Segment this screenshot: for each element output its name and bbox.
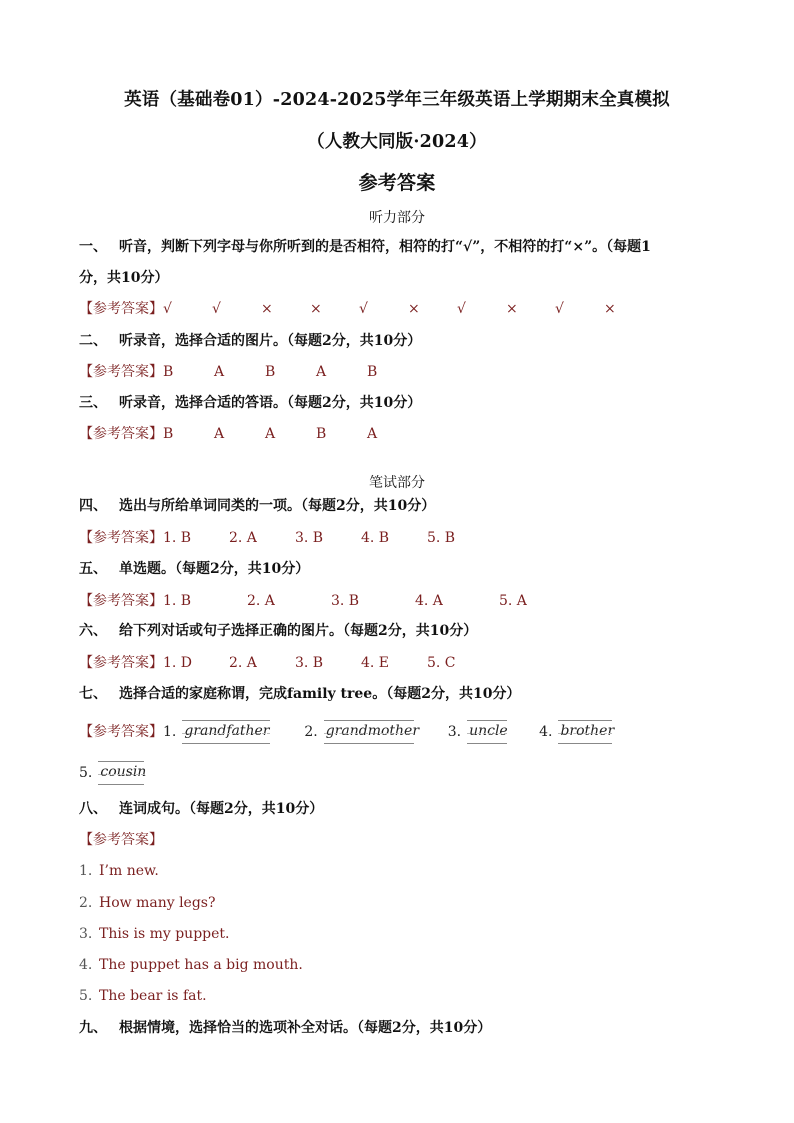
- answer-tag: 【参考答案】: [79, 724, 163, 740]
- question-text: 给下列对话或句子选择正确的图片。（每题2分，共10分）: [119, 623, 478, 639]
- handwritten-answer: grandfather: [182, 720, 270, 744]
- answer-value: A: [367, 426, 378, 442]
- sentence-text: The bear is fat.: [99, 988, 207, 1004]
- question-7-answers: [79, 720, 615, 744]
- question-3-heading: [79, 388, 729, 419]
- sentence-number: 2.: [79, 895, 93, 911]
- answer-value: 3. B: [295, 655, 324, 671]
- question-number: 九、: [79, 1020, 107, 1036]
- question-number: 七、: [79, 686, 107, 702]
- sentence-number: 5.: [79, 988, 93, 1004]
- answer-value: ×: [506, 301, 518, 317]
- sentence-number: 4.: [79, 957, 93, 973]
- answer-value: √: [555, 301, 564, 317]
- answer-value: 2. A: [229, 655, 257, 671]
- answer-value: 4. A: [415, 593, 443, 609]
- question-4-answers: [79, 528, 493, 548]
- answer-value: A: [214, 426, 225, 442]
- answer-tag: 【参考答案】: [79, 426, 163, 442]
- answer-value: B: [265, 364, 276, 380]
- answer-value: 1. B: [163, 593, 192, 609]
- question-9-heading: [79, 1013, 729, 1044]
- question-6-heading: [79, 616, 729, 647]
- answer-number: 2.: [304, 724, 318, 740]
- question-text: 根据情境，选择恰当的选项补全对话。（每题2分，共10分）: [119, 1020, 492, 1036]
- question-1-answers: [79, 299, 653, 319]
- answer-value: ×: [310, 301, 322, 317]
- answer-value: A: [316, 364, 327, 380]
- answer-value: A: [214, 364, 225, 380]
- answer-value: ×: [261, 301, 273, 317]
- answer-tag: 【参考答案】: [79, 301, 163, 317]
- answer-key-heading: 参考答案: [358, 172, 436, 194]
- handwritten-answer: cousin: [98, 761, 144, 785]
- answer-value: 1. B: [163, 530, 192, 546]
- answer-tag: 【参考答案】: [79, 364, 163, 380]
- answer-value: √: [457, 301, 466, 317]
- question-5-answers: [79, 591, 583, 611]
- question-number: 三、: [79, 395, 107, 411]
- answer-value: B: [367, 364, 378, 380]
- sentence-number: 1.: [79, 863, 93, 879]
- answer-value: A: [265, 426, 276, 442]
- sentence-answer: [79, 955, 303, 975]
- answer-value: 2. A: [247, 593, 275, 609]
- sentence-answer: [79, 893, 215, 913]
- answer-value: 4. B: [361, 530, 390, 546]
- answer-value: 4. E: [361, 655, 390, 671]
- question-8-heading: [79, 794, 729, 825]
- sentence-text: I’m new.: [99, 863, 159, 879]
- question-number: 六、: [79, 623, 107, 639]
- sentence-answer: [79, 861, 159, 881]
- sentence-text: The puppet has a big mouth.: [99, 957, 303, 973]
- handwritten-answer: brother: [558, 720, 612, 744]
- document-subtitle: （人教大同版·2024）: [307, 132, 487, 152]
- answer-value: 5. A: [499, 593, 527, 609]
- question-text: 选出与所给单词同类的一项。（每题2分，共10分）: [119, 498, 436, 514]
- question-text: 单选题。（每题2分，共10分）: [119, 561, 310, 577]
- answer-value: B: [316, 426, 327, 442]
- question-8-answer-tag-row: [79, 830, 163, 850]
- answer-tag: 【参考答案】: [79, 530, 163, 546]
- answer-value: 3. B: [295, 530, 324, 546]
- answer-value: ×: [408, 301, 420, 317]
- answer-tag: 【参考答案】: [79, 655, 163, 671]
- answer-value: 5. C: [427, 655, 456, 671]
- sentence-answer: [79, 924, 229, 944]
- handwritten-answer: grandmother: [324, 720, 414, 744]
- writing-part-heading: 笔试部分: [369, 475, 425, 491]
- sentence-number: 3.: [79, 926, 93, 942]
- answer-tag: 【参考答案】: [79, 593, 163, 609]
- answer-value: 5. B: [427, 530, 456, 546]
- answer-value: B: [163, 426, 174, 442]
- question-text: 选择合适的家庭称谓，完成family tree。（每题2分，共10分）: [119, 686, 521, 702]
- question-3-answers: [79, 424, 418, 444]
- document-title: 英语（基础卷01）-2024-2025学年三年级英语上学期期末全真模拟: [124, 90, 670, 110]
- question-2-answers: [79, 362, 418, 382]
- answer-value: √: [163, 301, 172, 317]
- answer-value: √: [359, 301, 368, 317]
- answer-value: 1. D: [163, 655, 193, 671]
- question-text: 听音，判断下列字母与你所听到的是否相符，相符的打“√”，不相符的打“×”。（每题1: [119, 239, 651, 255]
- answer-number: 5.: [79, 765, 93, 781]
- answer-value: 2. A: [229, 530, 257, 546]
- question-7-answers-cont: [79, 761, 147, 785]
- sentence-text: This is my puppet.: [99, 926, 230, 942]
- answer-number: 3.: [447, 724, 462, 740]
- sentence-text: How many legs?: [99, 895, 216, 911]
- question-1-heading-cont: 分，共10分）: [79, 270, 169, 286]
- question-6-answers: [79, 653, 493, 673]
- answer-value: B: [163, 364, 174, 380]
- question-4-heading: [79, 491, 729, 522]
- question-number: 四、: [79, 498, 107, 514]
- question-text: 听录音，选择合适的答语。（每题2分，共10分）: [119, 395, 422, 411]
- question-1-heading: [79, 232, 729, 263]
- answer-number: 4.: [539, 724, 553, 740]
- answer-value: ×: [604, 301, 616, 317]
- answer-value: 3. B: [331, 593, 360, 609]
- question-5-heading: [79, 554, 729, 585]
- handwritten-answer: uncle: [467, 720, 507, 744]
- question-text: 连词成句。（每题2分，共10分）: [119, 801, 324, 817]
- question-2-heading: [79, 326, 729, 357]
- question-number: 五、: [79, 561, 107, 577]
- answer-number: 1.: [163, 724, 177, 740]
- listening-part-heading: 听力部分: [369, 210, 425, 226]
- sentence-answer: [79, 986, 207, 1006]
- answer-value: √: [212, 301, 221, 317]
- question-number: 二、: [79, 333, 107, 349]
- question-number: 八、: [79, 801, 107, 817]
- question-number: 一、: [79, 239, 107, 255]
- question-text: 听录音，选择合适的图片。（每题2分，共10分）: [119, 333, 422, 349]
- answer-tag: 【参考答案】: [79, 832, 163, 848]
- question-7-heading: [79, 679, 729, 710]
